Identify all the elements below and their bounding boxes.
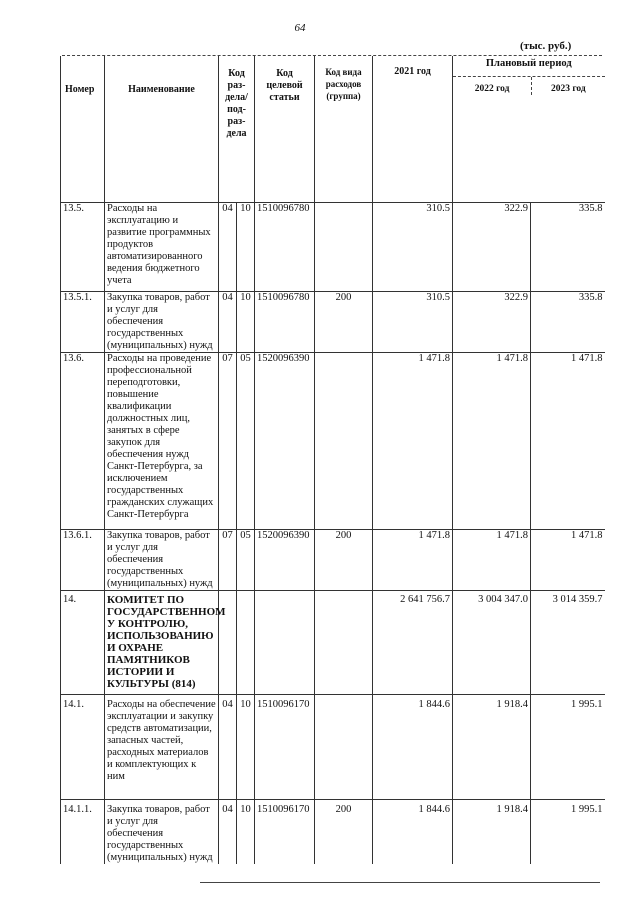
row-2023: 1 995.1 <box>531 800 605 865</box>
row-name: Закупка товаров, работ и услуг для обеспечения государственных (муниципальных) нужд <box>105 292 219 353</box>
header-plan-period: Плановый период <box>485 58 572 69</box>
units-label: (тыс. руб.) <box>520 40 572 52</box>
budget-table <box>60 56 605 864</box>
row-2022: 1 471.8 <box>453 353 531 530</box>
table-header-row <box>61 56 605 203</box>
row-podrazdel: 05 <box>237 353 255 530</box>
row-2023: 1 471.8 <box>531 530 605 591</box>
header-2022: 2022 год <box>474 84 510 94</box>
row-razdel: 04 <box>219 203 237 292</box>
header-kod-razdela: Код раз-дела/ под-раз-дела <box>219 56 255 203</box>
table-row <box>61 800 605 865</box>
row-podrazdel <box>237 591 255 695</box>
row-2023: 335.8 <box>531 203 605 292</box>
row-podrazdel: 10 <box>237 695 255 800</box>
row-nomer: 14.1.1. <box>61 800 105 865</box>
row-razdel: 04 <box>219 800 237 865</box>
row-name: Расходы на проведение профессиональной переподготовки, повышение квалификации должностных лиц, занятых в сфере закупок для обеспечения нужд Санкт-Петербурга, за исключением государственных гражданских служащих Санкт-Петербурга <box>105 353 219 530</box>
row-vid <box>315 353 373 530</box>
header-kod-vida: Код вида расходов (группа) <box>315 56 373 203</box>
row-2021: 1 844.6 <box>373 800 453 865</box>
table-row <box>61 292 605 353</box>
row-podrazdel: 10 <box>237 800 255 865</box>
row-celevaya: 1510096170 <box>255 800 315 865</box>
header-kod-celevoy: Код целевой статьи <box>255 56 315 203</box>
row-2022: 1 918.4 <box>453 800 531 865</box>
row-2021: 1 471.8 <box>373 353 453 530</box>
table-row <box>61 203 605 292</box>
row-vid <box>315 203 373 292</box>
row-razdel: 04 <box>219 292 237 353</box>
row-nomer: 13.6.1. <box>61 530 105 591</box>
row-vid <box>315 591 373 695</box>
row-podrazdel: 10 <box>237 203 255 292</box>
row-celevaya: 1510096780 <box>255 203 315 292</box>
row-2023: 3 014 359.7 <box>531 591 605 695</box>
row-2023: 335.8 <box>531 292 605 353</box>
bottom-rule <box>200 882 600 883</box>
row-celevaya: 1520096390 <box>255 530 315 591</box>
row-2021: 310.5 <box>373 203 453 292</box>
row-nomer: 13.5. <box>61 203 105 292</box>
row-name: Расходы на обеспечение эксплуатации и закупку средств автоматизации, запасных частей, расходных материалов и комплектующих к ним <box>105 695 219 800</box>
row-2022: 3 004 347.0 <box>453 591 531 695</box>
header-naimenovanie: Наименование <box>105 56 219 203</box>
header-nomer: Номер <box>61 56 105 203</box>
row-name: КОМИТЕТ ПО ГОСУДАРСТВЕННОМ У КОНТРОЛЮ, ИСПОЛЬЗОВАНИЮ И ОХРАНЕ ПАМЯТНИКОВ ИСТОРИИ И КУЛЬТУРЫ (814) <box>105 591 219 695</box>
row-name: Закупка товаров, работ и услуг для обеспечения государственных (муниципальных) нужд <box>105 800 219 865</box>
row-vid: 200 <box>315 292 373 353</box>
row-nomer: 14.1. <box>61 695 105 800</box>
row-2023: 1 471.8 <box>531 353 605 530</box>
table-row <box>61 695 605 800</box>
row-razdel: 07 <box>219 353 237 530</box>
row-razdel: 04 <box>219 695 237 800</box>
row-2023: 1 995.1 <box>531 695 605 800</box>
row-vid: 200 <box>315 800 373 865</box>
row-nomer: 13.6. <box>61 353 105 530</box>
row-2021: 310.5 <box>373 292 453 353</box>
table-row <box>61 530 605 591</box>
table-row <box>61 591 605 695</box>
row-celevaya: 1510096780 <box>255 292 315 353</box>
row-razdel: 07 <box>219 530 237 591</box>
row-nomer: 14. <box>61 591 105 695</box>
row-2021: 2 641 756.7 <box>373 591 453 695</box>
row-celevaya <box>255 591 315 695</box>
row-name: Закупка товаров, работ и услуг для обеспечения государственных (муниципальных) нужд <box>105 530 219 591</box>
table-row <box>61 353 605 530</box>
row-celevaya: 1510096170 <box>255 695 315 800</box>
row-2021: 1 844.6 <box>373 695 453 800</box>
row-2022: 322.9 <box>453 203 531 292</box>
header-plan-period-group <box>453 56 605 203</box>
row-podrazdel: 10 <box>237 292 255 353</box>
row-nomer: 13.5.1. <box>61 292 105 353</box>
row-2021: 1 471.8 <box>373 530 453 591</box>
header-2021: 2021 год <box>373 56 453 203</box>
row-vid: 200 <box>315 530 373 591</box>
row-2022: 1 918.4 <box>453 695 531 800</box>
row-2022: 322.9 <box>453 292 531 353</box>
header-2023: 2023 год <box>531 77 604 95</box>
row-name: Расходы на эксплуатацию и развитие программных продуктов автоматизированного ведения бюджетного учета <box>105 203 219 292</box>
row-podrazdel: 05 <box>237 530 255 591</box>
row-vid <box>315 695 373 800</box>
page-number: 64 <box>294 22 306 34</box>
row-celevaya: 1520096390 <box>255 353 315 530</box>
row-2022: 1 471.8 <box>453 530 531 591</box>
